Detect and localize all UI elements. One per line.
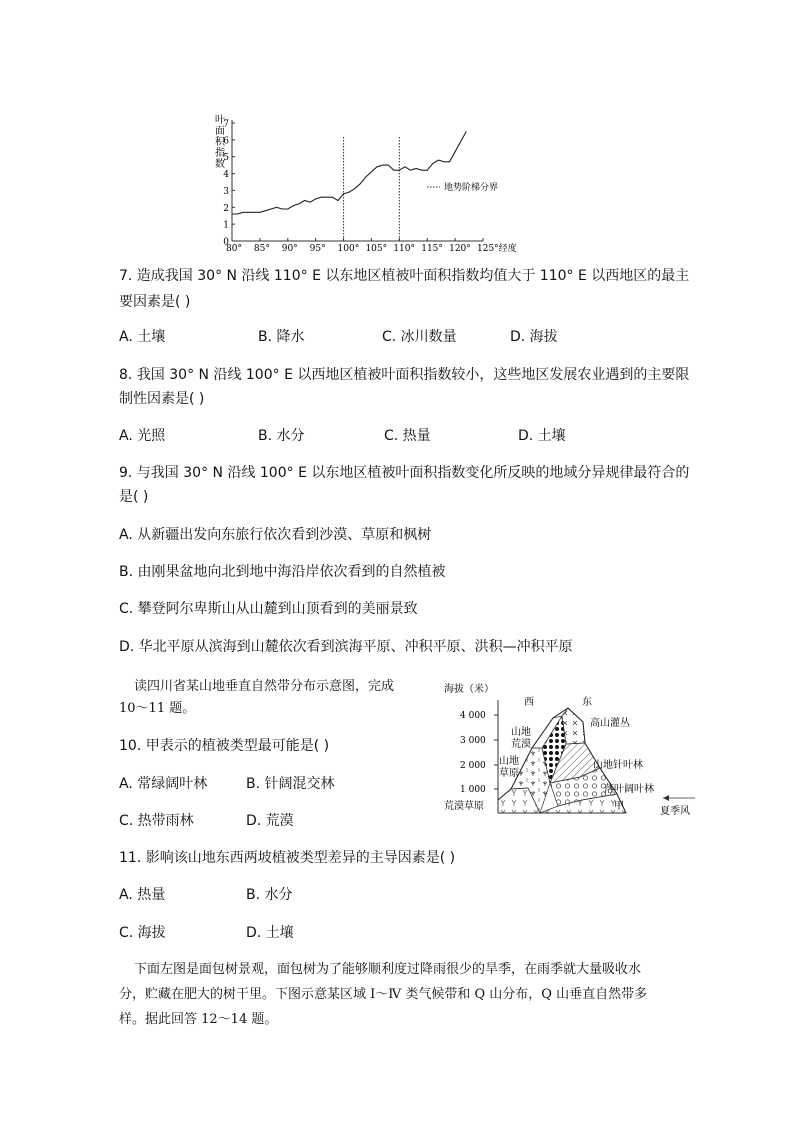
ylabel-char: 叶	[215, 115, 225, 126]
q10-stem: 10. 甲表示的植被类型最可能是( )	[119, 738, 330, 754]
y-tick-label: 3	[223, 186, 229, 197]
q8-option-b[interactable]: B. 水分	[258, 428, 305, 444]
mountain-ytick-4000: 4 000	[460, 711, 486, 721]
ylabel-char: 积	[215, 137, 225, 148]
q10-option-c[interactable]: C. 热带雨林	[119, 813, 194, 829]
q7-option-d[interactable]: D. 海拔	[510, 329, 558, 345]
ylabel-char: 面	[215, 126, 225, 137]
mountain-label-west: 西	[524, 697, 534, 708]
q11-option-b[interactable]: B. 水分	[246, 887, 293, 903]
mountain-label-mountain-steppe: 山地草原	[499, 756, 519, 779]
mountain-ytick-2000: 2 000	[460, 761, 486, 771]
q11-option-a[interactable]: A. 热量	[119, 887, 166, 903]
monsoon-arrow-head	[663, 795, 669, 801]
mountain-label-jia: 甲	[614, 801, 624, 812]
ylabel-char: 数	[215, 159, 225, 170]
leaf-area-index-chart	[205, 110, 535, 255]
x-tick-label: 95°	[309, 244, 326, 254]
q9-line1: 9. 与我国 30° N 沿线 100° E 以东地区植被叶面积指数变化所反映的地域分异规律最符合的	[119, 465, 690, 481]
q7-option-b[interactable]: B. 降水	[258, 329, 305, 345]
mountain-label-conifer-forest: 山地针叶林	[593, 760, 643, 771]
q8-option-a[interactable]: A. 光照	[119, 428, 166, 444]
mountain-ylabel: 海拔（米）	[444, 684, 494, 695]
intro2-line2: 10～11 题。	[119, 701, 196, 716]
x-tick-label: 125°经度	[477, 244, 517, 254]
x-tick-label: 80°	[226, 244, 242, 254]
q10-option-d[interactable]: D. 荒漠	[246, 813, 294, 829]
q9-option-c[interactable]: C. 攀登阿尔卑斯山从山麓到山顶看到的美丽景致	[119, 601, 418, 617]
x-tick-label: 110°	[393, 244, 416, 254]
x-tick-label: 90°	[281, 244, 298, 254]
mountain-ytick-1000: 1 000	[460, 785, 486, 795]
x-tick-label: 105°	[365, 244, 388, 254]
y-tick-label: 0	[223, 237, 229, 248]
q11-stem: 11. 影响该山地东西两坡植被类型差异的主导因素是( )	[119, 850, 456, 866]
q9-option-b[interactable]: B. 由刚果盆地向北到地中海沿岸依次看到的自然植被	[119, 564, 446, 580]
q8-option-c[interactable]: C. 热量	[384, 428, 431, 444]
q9-line2: 是( )	[119, 489, 149, 505]
y-tick-label: 1	[223, 220, 229, 231]
q9-option-d[interactable]: D. 华北平原从滨海到山麓依次看到滨海平原、冲积平原、洪积—冲积平原	[119, 639, 573, 655]
ylabel-char: 指	[215, 148, 225, 159]
q10-option-a[interactable]: A. 常绿阔叶林	[119, 776, 208, 792]
q8-option-d[interactable]: D. 土壤	[518, 428, 566, 444]
mountain-label-alpine-shrub: 高山灌丛	[590, 718, 630, 729]
x-tick-label: 120°	[449, 244, 471, 254]
q7-option-c[interactable]: C. 冰川数量	[382, 329, 457, 345]
y-tick-label: 6	[223, 136, 229, 147]
mountain-zonation-diagram	[410, 678, 710, 823]
mountain-ytick-3000: 3 000	[460, 736, 486, 746]
y-tick-label: 2	[223, 203, 229, 214]
q10-option-b[interactable]: B. 针阔混交林	[246, 776, 335, 792]
intro2-line1: 读四川省某山地垂直自然带分布示意图，完成	[134, 679, 395, 694]
q7-line1: 7. 造成我国 30° N 沿线 110° E 以东地区植被叶面积指数均值大于 110° E 以西地区的最主	[119, 268, 690, 284]
mountain-label-east: 东	[582, 697, 592, 708]
q7-line2: 要因素是( )	[119, 294, 191, 310]
mountain-label-desert-steppe: 荒漠草原	[444, 801, 484, 812]
q7-option-a[interactable]: A. 土壤	[119, 329, 166, 345]
x-tick-label: 100°	[337, 244, 360, 254]
intro3-line2: 分，贮藏在肥大的树干里。下图示意某区域 Ⅰ～Ⅳ 类气候带和 Q 山分布，Q 山垂直自然带多	[119, 987, 648, 1002]
legend-label: 地势阶梯分界	[444, 183, 499, 193]
mountain-label-mountain-desert: 山地荒漠	[511, 727, 531, 750]
y-tick-label: 4	[223, 170, 229, 181]
series-line	[232, 131, 466, 214]
q11-option-c[interactable]: C. 海拔	[119, 925, 166, 941]
mountain-label-deciduous-forest: 落叶阔叶林	[604, 784, 654, 795]
mountain-label-monsoon: 夏季风	[660, 806, 690, 817]
intro3-line3: 样。据此回答 12～14 题。	[119, 1012, 278, 1027]
q11-option-d[interactable]: D. 土壤	[246, 925, 294, 941]
intro3-line1: 下面左图是面包树景观，面包树为了能够顺利度过降雨很少的旱季，在雨季就大量吸收水	[134, 962, 642, 977]
x-tick-label: 115°	[421, 244, 443, 254]
q9-option-a[interactable]: A. 从新疆出发向东旅行依次看到沙漠、草原和枫树	[119, 527, 432, 543]
x-tick-label: 85°	[253, 244, 270, 254]
y-tick-label: 7	[223, 119, 229, 130]
q8-line2: 制性因素是( )	[119, 391, 205, 407]
y-tick-label: 5	[223, 153, 229, 164]
q8-line1: 8. 我国 30° N 沿线 100° E 以西地区植被叶面积指数较小，这些地区发展农业遇到的主要限	[119, 367, 690, 383]
